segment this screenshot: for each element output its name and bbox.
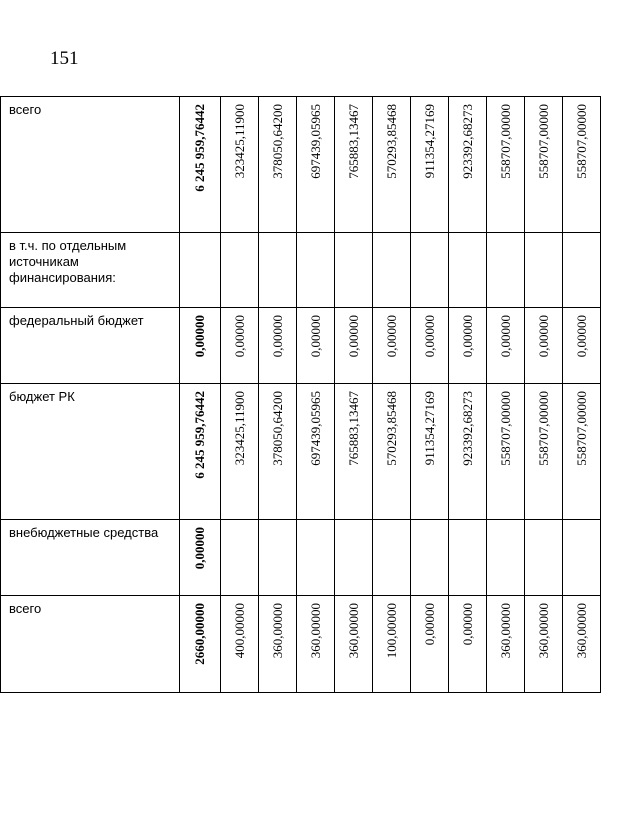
cell-value: 0,00000 — [231, 315, 247, 358]
total-cell — [180, 596, 221, 693]
value-cell — [563, 97, 601, 233]
cell-value: 558707,00000 — [535, 104, 551, 179]
cell-value: 558707,00000 — [535, 391, 551, 466]
value-cell — [487, 520, 525, 596]
value-cell — [449, 308, 487, 384]
row-label: федеральный бюджет — [1, 308, 180, 384]
value-cell — [563, 384, 601, 520]
total-cell — [180, 308, 221, 384]
total-cell — [180, 520, 221, 596]
value-cell — [297, 596, 335, 693]
total-value: 2660,00000 — [192, 603, 207, 665]
value-cell — [449, 233, 487, 308]
cell-value: 360,00000 — [269, 603, 285, 659]
cell-value: 0,00000 — [535, 315, 551, 358]
value-cell — [297, 520, 335, 596]
value-cell — [259, 596, 297, 693]
value-cell — [563, 233, 601, 308]
value-cell — [487, 308, 525, 384]
cell-value: 697439,05965 — [307, 104, 323, 179]
value-cell — [335, 596, 373, 693]
cell-value: 0,00000 — [421, 315, 437, 358]
value-cell — [525, 520, 563, 596]
value-cell — [411, 384, 449, 520]
table-row — [1, 520, 601, 596]
value-cell — [259, 97, 297, 233]
value-cell — [221, 308, 259, 384]
cell-value: 323425,11900 — [231, 104, 247, 179]
value-cell — [563, 596, 601, 693]
value-cell — [411, 97, 449, 233]
cell-value: 697439,05965 — [307, 391, 323, 466]
cell-value: 400,00000 — [231, 603, 247, 659]
value-cell — [563, 520, 601, 596]
value-cell — [221, 520, 259, 596]
value-cell — [297, 97, 335, 233]
row-label: бюджет РК — [1, 384, 180, 520]
value-cell — [487, 97, 525, 233]
value-cell — [411, 596, 449, 693]
value-cell — [373, 596, 411, 693]
total-value: 0,00000 — [192, 527, 207, 570]
total-cell — [180, 97, 221, 233]
cell-value: 360,00000 — [497, 603, 513, 659]
total-cell — [180, 233, 221, 308]
table-row — [1, 308, 601, 384]
value-cell — [335, 308, 373, 384]
cell-value: 0,00000 — [345, 315, 361, 358]
value-cell — [487, 233, 525, 308]
row-label: в т.ч. по отдельным источникам финансирования: — [1, 233, 180, 308]
cell-value: 0,00000 — [497, 315, 513, 358]
cell-value: 558707,00000 — [573, 104, 589, 179]
cell-value: 0,00000 — [269, 315, 285, 358]
total-value: 0,00000 — [192, 315, 207, 358]
value-cell — [335, 520, 373, 596]
value-cell — [297, 384, 335, 520]
value-cell — [449, 97, 487, 233]
cell-value: 570293,85468 — [383, 391, 399, 466]
cell-value: 0,00000 — [459, 315, 475, 358]
value-cell — [373, 97, 411, 233]
value-cell — [411, 308, 449, 384]
cell-value: 360,00000 — [345, 603, 361, 659]
cell-value: 323425,11900 — [231, 391, 247, 466]
value-cell — [525, 596, 563, 693]
value-cell — [259, 308, 297, 384]
table-row — [1, 596, 601, 693]
value-cell — [335, 233, 373, 308]
value-cell — [525, 308, 563, 384]
cell-value: 558707,00000 — [497, 104, 513, 179]
value-cell — [449, 384, 487, 520]
financing-table — [0, 96, 601, 693]
value-cell — [221, 233, 259, 308]
value-cell — [525, 233, 563, 308]
value-cell — [221, 596, 259, 693]
value-cell — [563, 308, 601, 384]
value-cell — [525, 97, 563, 233]
table-row — [1, 384, 601, 520]
cell-value: 570293,85468 — [383, 104, 399, 179]
row-label: всего — [1, 97, 180, 233]
value-cell — [373, 520, 411, 596]
table-row — [1, 233, 601, 308]
value-cell — [221, 384, 259, 520]
cell-value: 765883,13467 — [345, 104, 361, 179]
value-cell — [259, 384, 297, 520]
cell-value: 378050,64200 — [269, 104, 285, 179]
value-cell — [449, 520, 487, 596]
value-cell — [487, 384, 525, 520]
value-cell — [373, 233, 411, 308]
value-cell — [487, 596, 525, 693]
cell-value: 100,00000 — [383, 603, 399, 659]
value-cell — [335, 97, 373, 233]
cell-value: 558707,00000 — [497, 391, 513, 466]
total-value: 6 245 959,76442 — [192, 104, 207, 192]
value-cell — [297, 308, 335, 384]
cell-value: 360,00000 — [573, 603, 589, 659]
cell-value: 0,00000 — [383, 315, 399, 358]
cell-value: 360,00000 — [307, 603, 323, 659]
cell-value: 558707,00000 — [573, 391, 589, 466]
value-cell — [259, 520, 297, 596]
cell-value: 0,00000 — [421, 603, 437, 646]
cell-value: 378050,64200 — [269, 391, 285, 466]
cell-value: 923392,68273 — [459, 104, 475, 179]
cell-value: 923392,68273 — [459, 391, 475, 466]
cell-value: 911354,27169 — [421, 391, 437, 466]
cell-value: 360,00000 — [535, 603, 551, 659]
value-cell — [411, 233, 449, 308]
row-label: всего — [1, 596, 180, 693]
total-value: 6 245 959,76442 — [192, 391, 207, 479]
value-cell — [259, 233, 297, 308]
value-cell — [297, 233, 335, 308]
table-row — [1, 97, 601, 233]
value-cell — [411, 520, 449, 596]
value-cell — [373, 384, 411, 520]
cell-value: 765883,13467 — [345, 391, 361, 466]
cell-value: 0,00000 — [573, 315, 589, 358]
page-number: 151 — [50, 48, 79, 69]
cell-value: 0,00000 — [459, 603, 475, 646]
value-cell — [449, 596, 487, 693]
value-cell — [373, 308, 411, 384]
cell-value: 911354,27169 — [421, 104, 437, 179]
value-cell — [525, 384, 563, 520]
value-cell — [335, 384, 373, 520]
row-label: внебюджетные средства — [1, 520, 180, 596]
total-cell — [180, 384, 221, 520]
value-cell — [221, 97, 259, 233]
cell-value: 0,00000 — [307, 315, 323, 358]
